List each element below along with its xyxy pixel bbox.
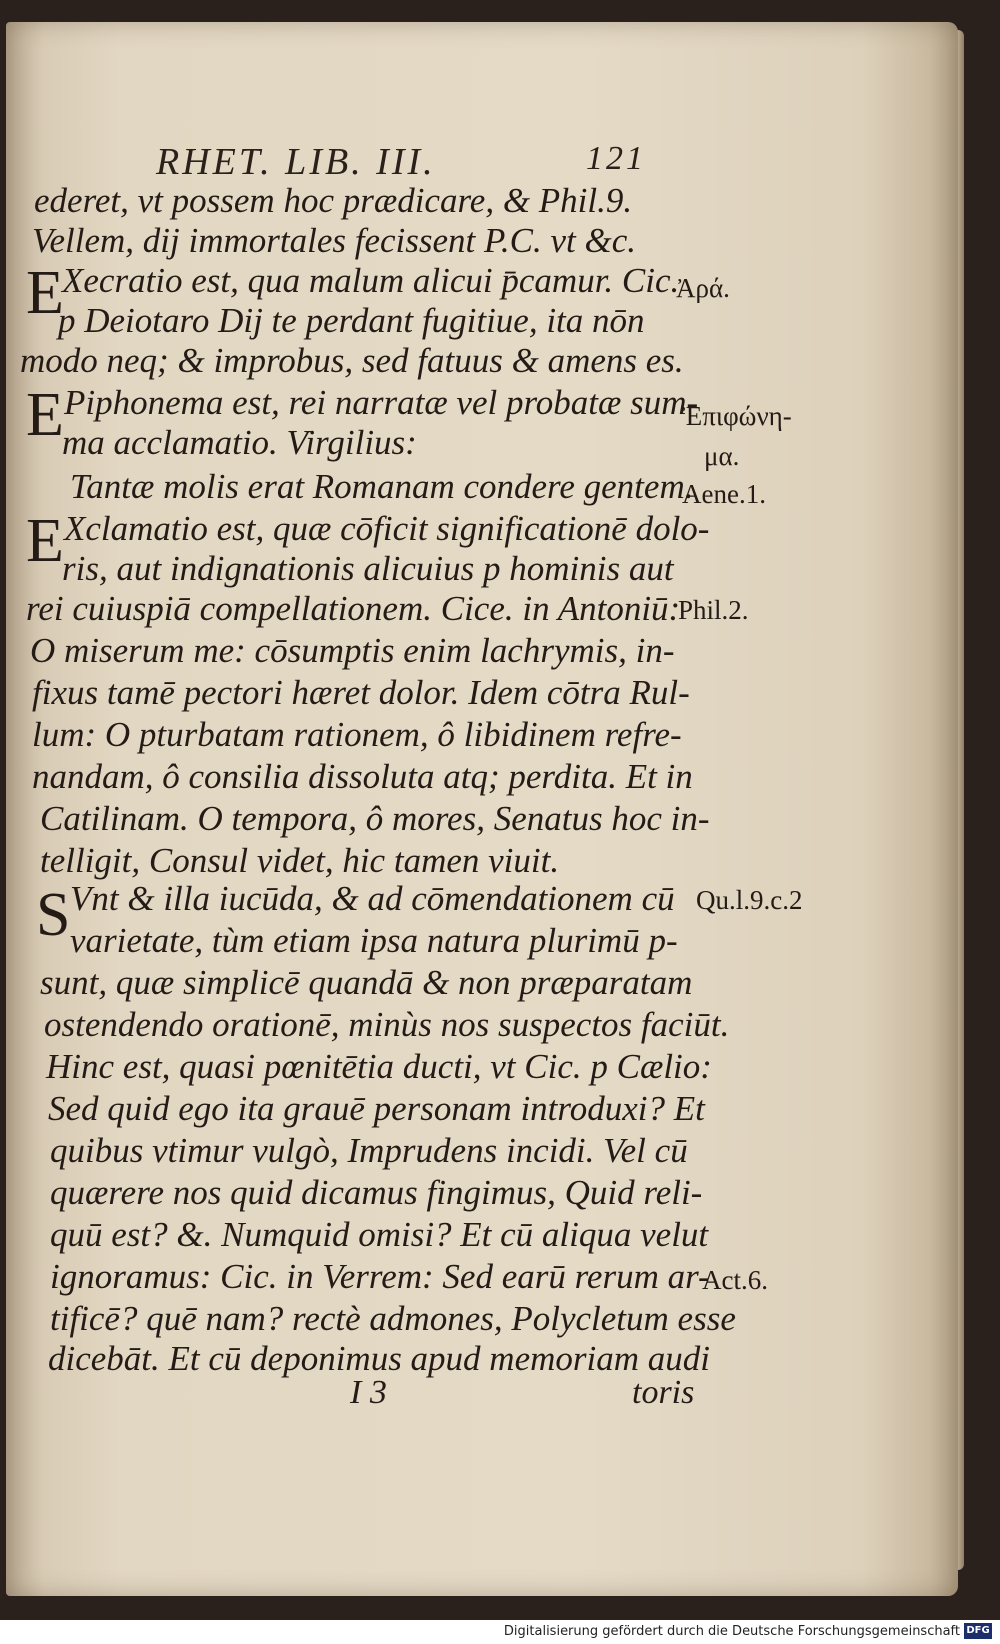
running-header bbox=[156, 140, 676, 183]
header-title: RHET. LIB. III. bbox=[156, 141, 436, 183]
text-line: ris, aut indignationis alicuius p hominis aut bbox=[62, 549, 674, 588]
margin-note: Ἀρά. bbox=[676, 273, 730, 303]
margin-note: Ἐπιφώνη- bbox=[682, 401, 792, 431]
dfg-logo-icon: DFG bbox=[964, 1623, 992, 1639]
margin-note: Phil.2. bbox=[678, 595, 749, 625]
text-line: quibus vtimur vulgò, Imprudens incidi. Vel cū bbox=[50, 1131, 688, 1170]
text-line: tificē? quē nam? rectè admones, Polycletum esse bbox=[50, 1299, 736, 1338]
text-line: Hinc est, quasi pœnitētia ducti, vt Cic. p Cælio: bbox=[46, 1047, 712, 1086]
text-line: O miserum me: cōsumptis enim lachrymis, in- bbox=[30, 631, 675, 670]
margin-note: μα. bbox=[704, 441, 740, 471]
drop-initial: E bbox=[26, 381, 64, 449]
attribution-text: Digitalisierung gefördert durch die Deutsche Forschungsgemeinschaft bbox=[503, 1624, 960, 1639]
text-line: fixus tamē pectori hæret dolor. Idem cōtra Rul- bbox=[32, 673, 690, 712]
text-line: ma acclamatio. Virgilius: bbox=[62, 423, 417, 462]
text-line: lum: O pturbatam rationem, ô libidinem refre- bbox=[32, 715, 682, 754]
text-line: nandam, ô consilia dissoluta atq; perdita. Et in bbox=[32, 757, 693, 796]
text-line: rei cuiuspiā compellationem. Cice. in Antoniū: bbox=[26, 589, 681, 628]
text-line: Catilinam. O tempora, ô mores, Senatus hoc in- bbox=[40, 799, 710, 838]
text-line: Piphonema est, rei narratæ vel probatæ sum- bbox=[64, 383, 699, 422]
text-line: Xclamatio est, quæ cōficit significationē dolo- bbox=[64, 509, 710, 548]
text-line: quærere nos quid dicamus fingimus, Quid reli- bbox=[50, 1173, 703, 1212]
text-line: Vnt & illa iucūda, & ad cōmendationem cū bbox=[70, 879, 675, 918]
text-line: quū est? &. Numquid omisi? Et cū aliqua velut bbox=[50, 1215, 709, 1254]
text-line: Vellem, dij immortales fecissent P.C. vt &c. bbox=[32, 221, 636, 260]
text-line: telligit, Consul videt, hic tamen viuit. bbox=[40, 841, 560, 880]
text-line: modo neq; & improbus, sed fatuus & amens es. bbox=[20, 341, 684, 380]
text-line: varietate, tùm etiam ipsa natura plurimū p- bbox=[70, 921, 678, 960]
page-number: 121 bbox=[586, 140, 646, 177]
drop-initial: E bbox=[26, 507, 64, 575]
text-line: ederet, vt possem hoc prædicare, & Phil.9. bbox=[34, 181, 633, 220]
text-line: ignoramus: Cic. in Verrem: Sed earū rerum ar- bbox=[50, 1257, 710, 1296]
text-line: Tantæ molis erat Romanam condere gentem. bbox=[70, 467, 694, 506]
drop-initial: E bbox=[26, 259, 64, 327]
margin-note: Qu.l.9.c.2 bbox=[696, 885, 803, 915]
catchword: toris bbox=[632, 1374, 695, 1411]
text-line: dicebāt. Et cū deponimus apud memoriam audi bbox=[48, 1339, 710, 1378]
text-line: p Deiotaro Dij te perdant fugitiue, ita nōn bbox=[58, 301, 645, 340]
attribution-bar bbox=[0, 1620, 1000, 1644]
book-page bbox=[6, 22, 958, 1596]
text-line: ostendendo orationē, minùs nos suspectos faciūt. bbox=[44, 1005, 730, 1044]
margin-note: Aene.1. bbox=[682, 479, 766, 509]
margin-note: Act.6. bbox=[702, 1265, 768, 1295]
drop-initial: S bbox=[36, 881, 71, 949]
text-line: sunt, quæ simplicē quandā & non præparatam bbox=[40, 963, 693, 1002]
text-line: Xecratio est, qua malum alicui p̄camur. Cic. bbox=[62, 261, 680, 300]
signature-mark: I 3 bbox=[350, 1374, 387, 1411]
text-line: Sed quid ego ita grauē personam introduxi? Et bbox=[48, 1089, 705, 1128]
